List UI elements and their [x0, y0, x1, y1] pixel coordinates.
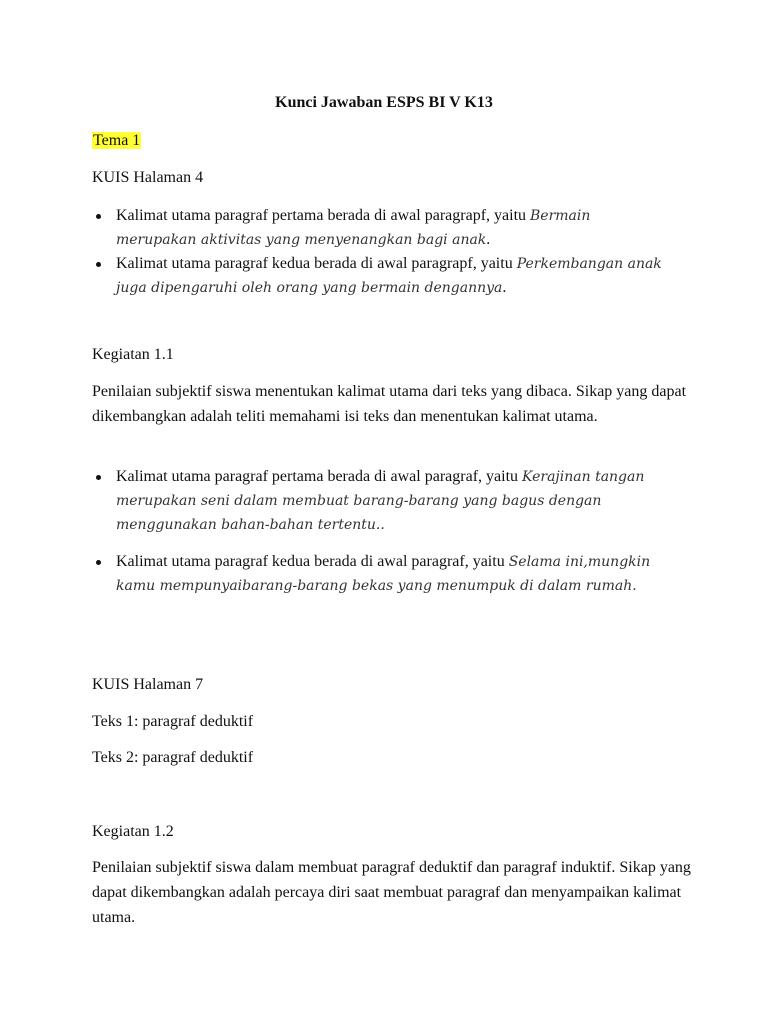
bullet-icon: [96, 262, 101, 267]
list-item: [92, 204, 672, 252]
kegiatan-1-1-list-a: [92, 465, 667, 537]
bullet-lead: Kalimat utama paragraf kedua berada di awal paragrapf, yaitu: [116, 255, 517, 272]
bullet-icon: [96, 475, 101, 480]
bullet-lead: Kalimat utama paragraf kedua berada di awal paragraf, yaitu: [116, 553, 509, 570]
bullet-quote: Selama ini,mungkin kamu mempunyaibarang-barang bekas yang menumpuk di dalam rumah.: [116, 554, 651, 594]
bullet-tail: .: [486, 231, 491, 248]
theme-label: Tema 1: [93, 132, 141, 149]
list-item: [92, 252, 672, 300]
bullet-icon: [96, 214, 101, 219]
bullet-quote: Bermain merupakan aktivitas yang menyenangkan bagi anak: [116, 208, 591, 248]
kuis-halaman-7-heading: KUIS Halaman 7: [92, 676, 204, 693]
list-item: [92, 465, 667, 537]
bullet-quote: Kerajinan tangan merupakan seni dalam membuat barang-barang yang bagus dengan menggunakan bahan-bahan tertentu..: [116, 469, 645, 533]
kuis-halaman-7-line-1: Teks 1: paragraf deduktif: [92, 713, 254, 730]
bullet-lead: Kalimat utama paragraf pertama berada di awal paragrapf, yaitu: [116, 207, 531, 224]
theme-label-wrapper: [92, 129, 141, 153]
bullet-tail: .: [502, 279, 507, 296]
kuis-halaman-4-list: [92, 204, 672, 300]
bullet-quote: Perkembangan anak juga dipengaruhi oleh orang yang bermain dengannya: [116, 256, 662, 296]
kuis-halaman-7-line-2: Teks 2: paragraf deduktif: [92, 749, 254, 766]
kegiatan-1-1-heading: Kegiatan 1.1: [92, 346, 174, 363]
kegiatan-1-1-list-b: [92, 550, 667, 598]
bullet-icon: [96, 560, 101, 565]
list-item: [92, 550, 667, 598]
kegiatan-1-2-paragraph: Penilaian subjektif siswa dalam membuat paragraf deduktif dan paragraf induktif. Sikap yang dapat dikembangkan adalah percaya diri saat membuat paragraf dan menyampaikan kalimat utama.: [92, 859, 691, 926]
kegiatan-1-2-heading: Kegiatan 1.2: [92, 823, 174, 840]
document-title: Kunci Jawaban ESPS BI V K13: [275, 94, 493, 111]
kegiatan-1-1-paragraph: Penilaian subjektif siswa menentukan kalimat utama dari teks yang dibaca. Sikap yang dapat dikembangkan adalah teliti memahami isi teks dan menentukan kalimat utama.: [92, 383, 687, 425]
bullet-lead: Kalimat utama paragraf pertama berada di awal paragraf, yaitu: [116, 468, 523, 485]
kuis-halaman-4-heading: KUIS Halaman 4: [92, 169, 204, 186]
